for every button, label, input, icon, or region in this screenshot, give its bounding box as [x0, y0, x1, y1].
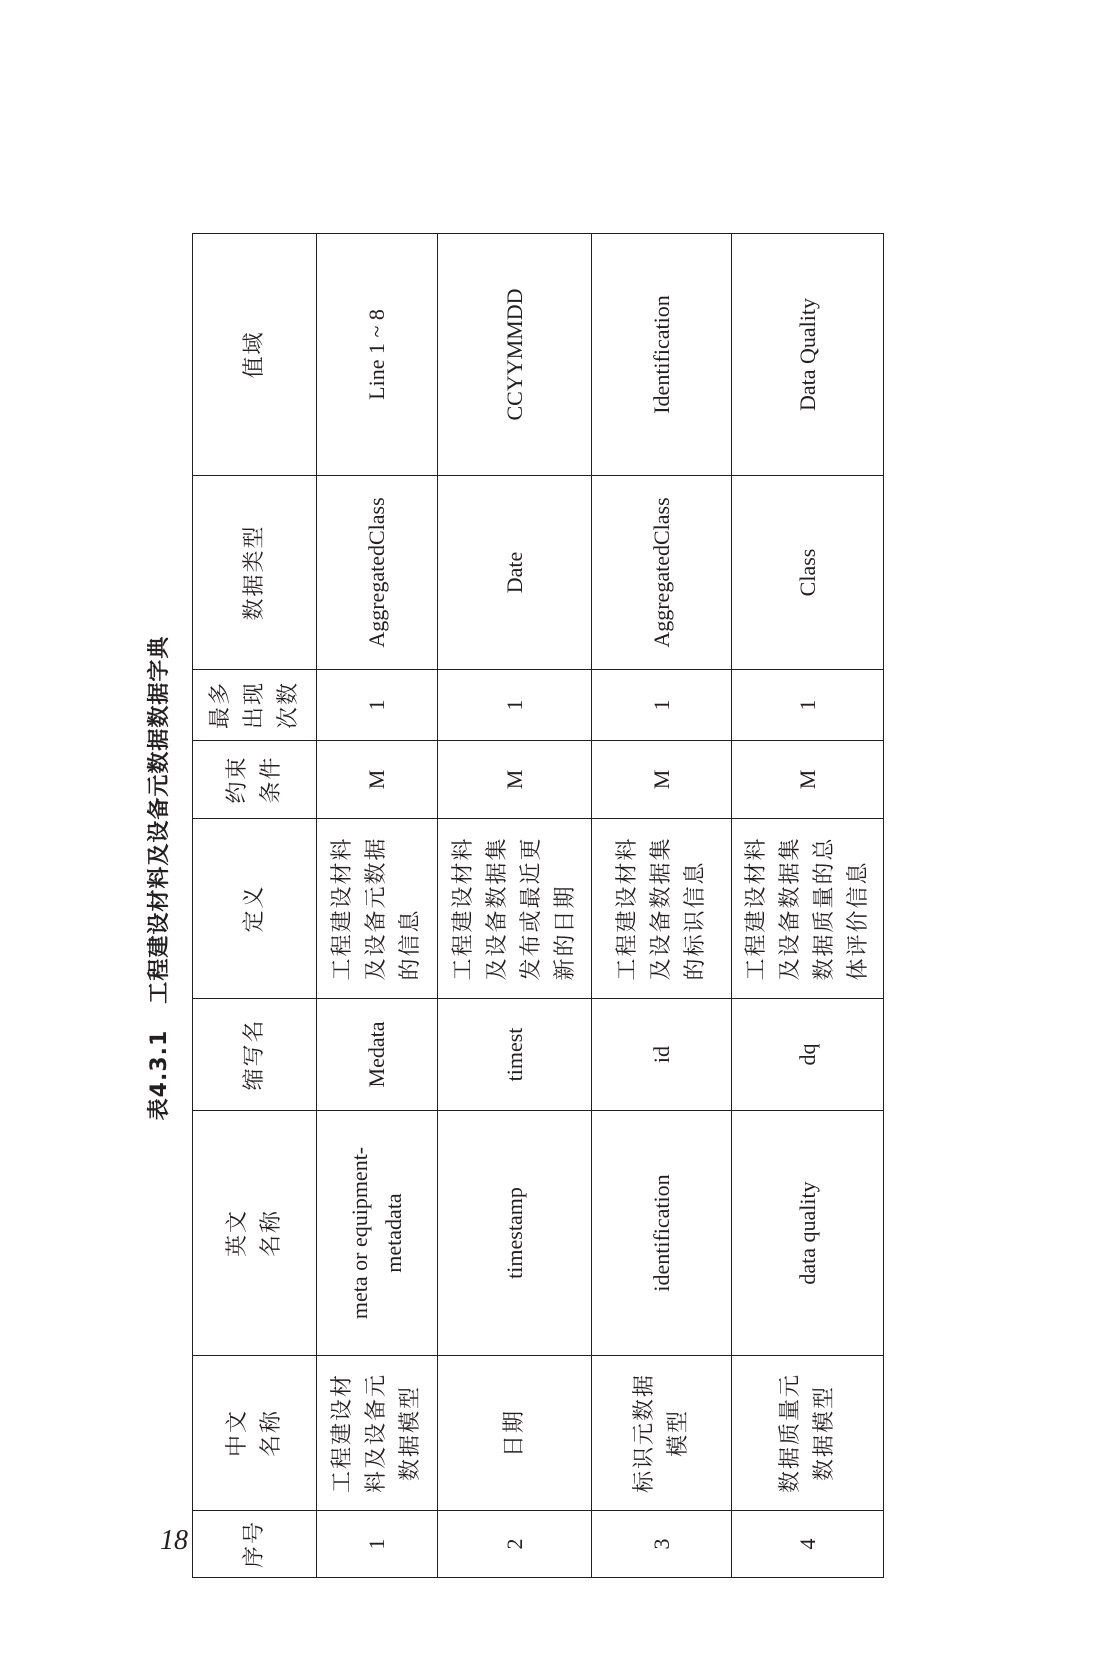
cell-abbr: id: [592, 999, 732, 1111]
cell-definition: 工程建设材料 及设备数据集 数据质量的总 体评价信息: [732, 819, 884, 999]
data-dictionary-table: [192, 233, 884, 1578]
cell-domain: Line 1 ~ 8: [317, 234, 438, 476]
cell-abbr: dq: [732, 999, 884, 1111]
cell-en-name: identification: [592, 1111, 732, 1356]
cell-max-occurrence: 1: [317, 670, 438, 741]
cell-abbr: Medata: [317, 999, 438, 1111]
table-caption-title: 工程建设材料及设备元数据数据字典: [147, 635, 172, 1004]
cell-data-type: Date: [438, 476, 592, 670]
cell-data-type: AggregatedClass: [317, 476, 438, 670]
cell-max-occurrence: 1: [592, 670, 732, 741]
table-caption: [130, 162, 190, 1594]
cell-cn-name: 数据质量元 数据模型: [732, 1356, 884, 1511]
cell-definition: 工程建设材料 及设备元数据 的信息: [317, 819, 438, 999]
table-header-row: [193, 234, 317, 1578]
table-row: [592, 234, 732, 1578]
cell-abbr: timest: [438, 999, 592, 1111]
cell-seq: 2: [438, 1511, 592, 1578]
header-abbr: 缩写名: [193, 999, 317, 1111]
cell-data-type: AggregatedClass: [592, 476, 732, 670]
cell-en-name: data quality: [732, 1111, 884, 1356]
cell-seq: 1: [317, 1511, 438, 1578]
cell-constraint: M: [438, 741, 592, 819]
header-cn-name: 中文 名称: [193, 1356, 317, 1511]
cell-en-name: meta or equipment- metadata: [317, 1111, 438, 1356]
table-row: [438, 234, 592, 1578]
cell-domain: Data Quality: [732, 234, 884, 476]
cell-en-name: timestamp: [438, 1111, 592, 1356]
cell-constraint: M: [732, 741, 884, 819]
header-constraint: 约束 条件: [193, 741, 317, 819]
table-row: [317, 234, 438, 1578]
cell-max-occurrence: 1: [438, 670, 592, 741]
cell-seq: 4: [732, 1511, 884, 1578]
cell-cn-name: 工程建设材 料及设备元 数据模型: [317, 1356, 438, 1511]
cell-data-type: Class: [732, 476, 884, 670]
page-number: 18: [160, 1525, 188, 1556]
header-data-type: 数据类型: [193, 476, 317, 670]
cell-max-occurrence: 1: [732, 670, 884, 741]
cell-constraint: M: [592, 741, 732, 819]
cell-definition: 工程建设材料 及设备数据集 的标识信息: [592, 819, 732, 999]
table-row: [732, 234, 884, 1578]
header-en-name: 英文 名称: [193, 1111, 317, 1356]
cell-seq: 3: [592, 1511, 732, 1578]
header-seq: 序号: [193, 1511, 317, 1578]
cell-domain: CCYYMMDD: [438, 234, 592, 476]
cell-definition: 工程建设材料 及设备数据集 发布或最近更 新的日期: [438, 819, 592, 999]
cell-domain: Identification: [592, 234, 732, 476]
table-caption-number: 表4.3.1: [147, 1029, 172, 1121]
cell-cn-name: 标识元数据 模型: [592, 1356, 732, 1511]
header-definition: 定义: [193, 819, 317, 999]
header-max-occurrence: 最多 出现 次数: [193, 670, 317, 741]
rotated-table-area: [130, 162, 960, 1594]
cell-cn-name: 日期: [438, 1356, 592, 1511]
header-domain: 值域: [193, 234, 317, 476]
cell-constraint: M: [317, 741, 438, 819]
